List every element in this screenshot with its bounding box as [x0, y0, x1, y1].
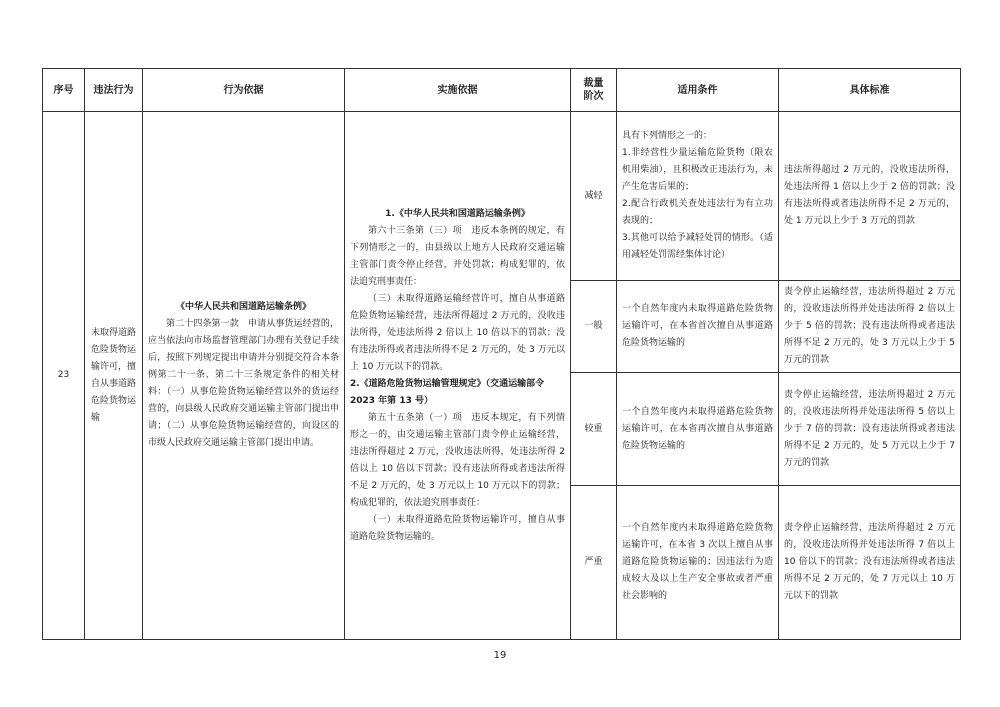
impl-para-4: （一）未取得道路危险货物运输许可，擅自从事道路危险货物运输的。 [350, 514, 565, 542]
condition-severe: 一个自然年度内未取得道路危险货物运输许可，在本省 3 次以上擅自从事道路危险货物运输的；因违法行为造成较大及以上生产安全事故或者严重社会影响的 [617, 486, 779, 640]
row-number: 23 [43, 112, 85, 640]
header-standard: 具体标准 [779, 69, 961, 112]
header-row [43, 69, 961, 112]
impl-para-1: 第六十三条第（三）项 违反本条例的规定，有下列情形之一的，由县级以上地方人民政府交通运输主管部门责令停止经营，并处罚款；构成犯罪的，依法追究刑事责任： [350, 225, 565, 287]
header-violation: 违法行为 [85, 69, 143, 112]
level-serious: 较重 [571, 373, 617, 486]
condition-serious: 一个自然年度内未取得道路危险货物运输许可，在本省再次擅自从事道路危险货物运输的 [617, 373, 779, 486]
standard-general: 责令停止运输经营，违法所得超过 2 万元的，没收违法所得并处违法所得 2 倍以上少于 5 倍的罚款；没有违法所得或者违法所得不足 2 万元的，处 3 万元以上少于 5 万元的罚款 [779, 281, 961, 373]
standard-severe: 责令停止运输经营，违法所得超过 2 万元的，没收违法所得并处违法所得 7 倍以上 10 倍以下的罚款；没有违法所得或者违法所得不足 2 万元的，处 7 万元以上 10 万元以下的罚款 [779, 486, 961, 640]
level-mitigated: 减轻 [571, 112, 617, 281]
basis-text: 第二十四条第一款 申请从事货运经营的，应当依法向市场监督管理部门办理有关登记手续后，按照下列规定提出申请并分别提交符合本条例第二十一条、第二十三条规定条件的相关材料：（一）从事危险货物运输经营以外的货运经营的，向县级人民政府交通运输主管部门提出申请；（二）从事危险货物运输经营的，向设区的市级人民政府交通运输主管部门提出申请。 [148, 319, 339, 448]
impl-para-2: （三）未取得道路运输经营许可，擅自从事道路危险货物运输经营，违法所得超过 2 万元的，没收违法所得，处违法所得 2 倍以上 10 倍以下的罚款；没有违法所得或者违法所得不足 2 万元的，处 3 万元以上 10 万元以下的罚款。 [350, 293, 565, 372]
impl-law-title-2: 2.《道路危险货物运输管理规定》（交通运输部令 2023 年第 13 号） [350, 378, 545, 406]
basis-law-title: 《中华人民共和国道路运输条例》 [175, 302, 311, 312]
level-general: 一般 [571, 281, 617, 373]
header-condition: 适用条件 [617, 69, 779, 112]
header-impl: 实施依据 [345, 69, 571, 112]
level-severe: 严重 [571, 486, 617, 640]
header-no: 序号 [43, 69, 85, 112]
impl-cell [345, 112, 571, 640]
table-row [43, 112, 961, 281]
basis-cell [143, 112, 345, 640]
standard-serious: 责令停止运输经营，违法所得超过 2 万元的，没收违法所得并处违法所得 5 倍以上少于 7 倍的罚款；没有违法所得或者违法所得不足 2 万元的，处 5 万元以上少于 7 万元的罚款 [779, 373, 961, 486]
condition-general: 一个自然年度内未取得道路危险货物运输许可，在本省首次擅自从事道路危险货物运输的 [617, 281, 779, 373]
header-basis: 行为依据 [143, 69, 345, 112]
header-level: 裁量 阶次 [571, 69, 617, 112]
page-number: 19 [493, 650, 507, 661]
penalty-table [42, 68, 961, 640]
impl-para-3: 第五十五条第（一）项 违反本规定，有下列情形之一的，由交通运输主管部门责令停止运输经营，违法所得超过 2 万元，没收违法所得，处违法所得 2 倍以上 10 倍以下罚款；没有违法所得或者违法所得不足 2 万元的，处 3 万元以上 10 万元以下的罚款；构成犯罪的，依法追究刑事责任： [350, 412, 565, 508]
condition-mitigated: 具有下列情形之一的： 1.非经营性少量运输危险货物（限农机用柴油），且积极改正违法行为，未产生危害后果的； 2.配合行政机关查处违法行为有立功表现的； 3.其他可以给予减轻处罚的情形。（适用减轻处罚需经集体讨论） [617, 112, 779, 281]
standard-mitigated: 违法所得超过 2 万元的，没收违法所得，处违法所得 1 倍以上少于 2 倍的罚款；没有违法所得或者违法所得不足 2 万元的，处 1 万元以上少于 3 万元的罚款 [779, 112, 961, 281]
violation-cell: 未取得道路危险货物运输许可，擅自从事道路危险货物运输 [85, 112, 143, 640]
impl-law-title-1: 1.《中华人民共和国道路运输条例》 [385, 208, 530, 219]
